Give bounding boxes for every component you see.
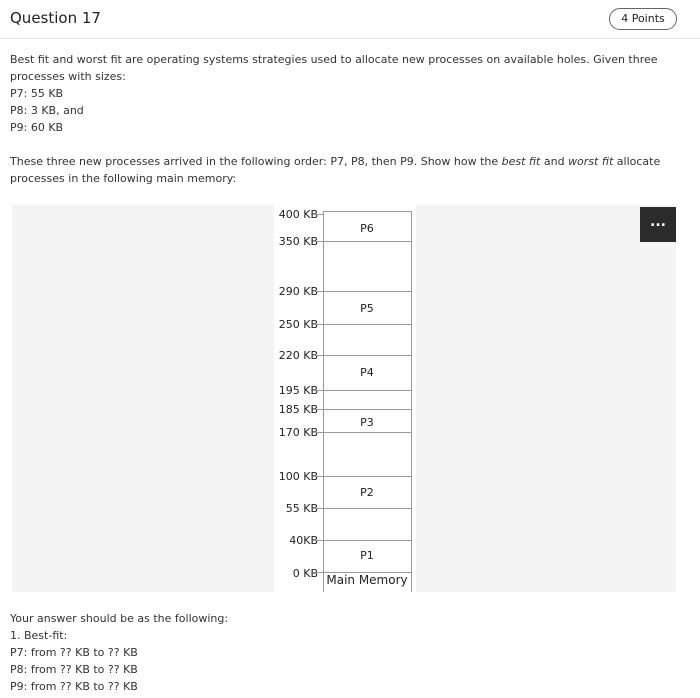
boundary-250	[323, 324, 411, 325]
addr-0: 0 KB	[292, 567, 318, 580]
order-worst-fit: worst fit	[568, 155, 614, 168]
answer-instructions	[10, 610, 410, 695]
tick-185	[315, 409, 323, 410]
boundary-185	[323, 409, 411, 410]
partition-p2: P2	[360, 486, 374, 499]
more-options-button[interactable]: ...	[640, 207, 676, 242]
boundary-220	[323, 355, 411, 356]
tick-250	[315, 324, 323, 325]
order-prefix: These three new processes arrived in the following order: P7, P8, then P9. Show how the	[10, 155, 502, 168]
tick-290	[315, 291, 323, 292]
boundary-100	[323, 476, 411, 477]
tick-0	[315, 572, 323, 573]
answer-line-5: P9: from ?? KB to ?? KB	[10, 680, 138, 693]
answer-line-2: 1. Best-fit:	[10, 629, 68, 642]
boundary-170	[323, 432, 411, 433]
addr-400: 400 KB	[278, 208, 318, 221]
tick-195	[315, 390, 323, 391]
addr-195: 195 KB	[278, 384, 318, 397]
partition-p1: P1	[360, 549, 374, 562]
boundary-40	[323, 540, 411, 541]
boundary-350	[323, 241, 411, 242]
memory-box	[323, 211, 412, 592]
tick-55	[315, 508, 323, 509]
answer-line-3: P7: from ?? KB to ?? KB	[10, 646, 138, 659]
addr-290: 290 KB	[278, 285, 318, 298]
partition-p3: P3	[360, 416, 374, 429]
question-title: Question 17	[10, 9, 101, 27]
boundary-290	[323, 291, 411, 292]
boundary-55	[323, 508, 411, 509]
addr-55: 55 KB	[285, 502, 318, 515]
addr-220: 220 KB	[278, 349, 318, 362]
partition-p6: P6	[360, 222, 374, 235]
partition-p4: P4	[360, 366, 374, 379]
addr-100: 100 KB	[278, 470, 318, 483]
addr-185: 185 KB	[278, 403, 318, 416]
tick-170	[315, 432, 323, 433]
addr-250: 250 KB	[278, 318, 318, 331]
order-best-fit: best fit	[501, 155, 541, 168]
memory-diagram	[274, 205, 416, 592]
tick-40	[315, 540, 323, 541]
process-p8: P8: 3 KB, and	[10, 104, 84, 117]
addr-350: 350 KB	[278, 235, 318, 248]
points-badge: 4 Points	[609, 8, 677, 30]
process-p9: P9: 60 KB	[10, 121, 64, 134]
tick-350	[315, 241, 323, 242]
question-header	[0, 0, 700, 39]
partition-p5: P5	[360, 302, 374, 315]
answer-line-4: P8: from ?? KB to ?? KB	[10, 663, 138, 676]
addr-40: 40KB	[289, 534, 318, 547]
tick-400	[315, 214, 323, 215]
answer-line-1: Your answer should be as the following:	[10, 612, 229, 625]
question-intro	[10, 51, 682, 136]
addr-170: 170 KB	[278, 426, 318, 439]
process-p7: P7: 55 KB	[10, 87, 64, 100]
main-memory-label: Main Memory	[326, 573, 408, 587]
tick-100	[315, 476, 323, 477]
order-suffix: allocate processes in the following main memory:	[10, 155, 661, 185]
arrival-order-text	[10, 153, 670, 187]
boundary-195	[323, 390, 411, 391]
memory-figure	[12, 205, 676, 592]
intro-text: Best fit and worst fit are operating systems strategies used to allocate new processes on available holes. Given three processes with sizes:	[10, 53, 658, 83]
order-mid: and	[540, 155, 569, 168]
tick-220	[315, 355, 323, 356]
